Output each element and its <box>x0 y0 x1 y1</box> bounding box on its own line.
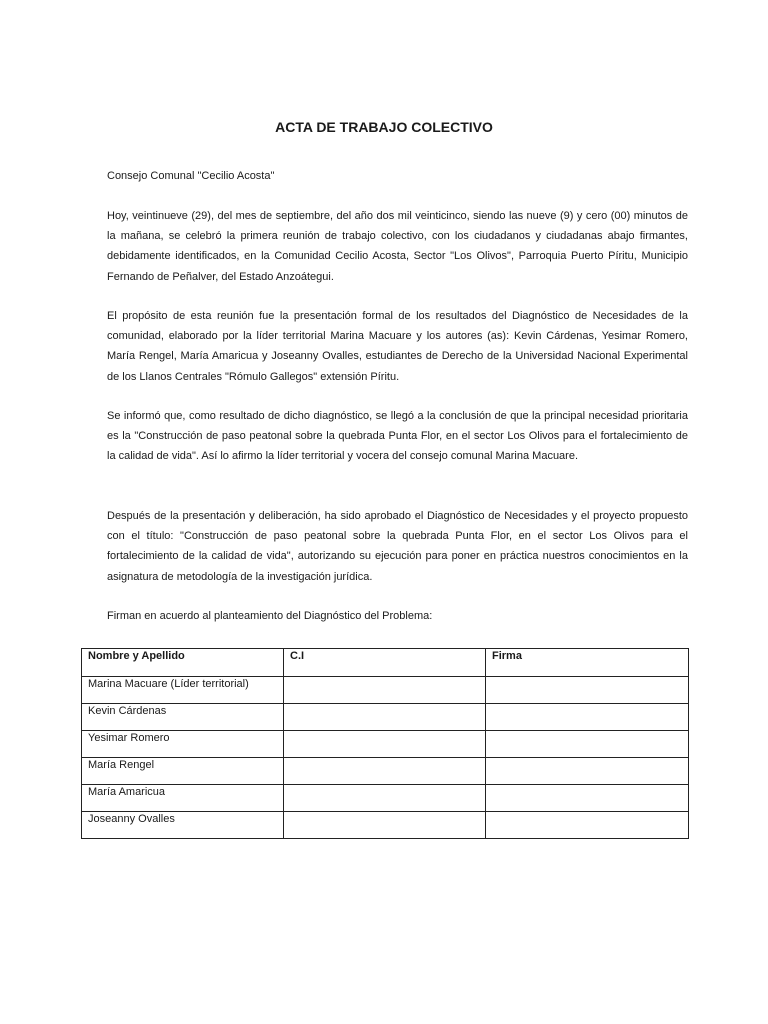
table-row <box>82 677 689 704</box>
cell-id <box>284 785 486 812</box>
cell-name: María Amaricua <box>82 785 284 812</box>
cell-signature <box>486 812 689 839</box>
cell-id <box>284 677 486 704</box>
cell-name: Kevin Cárdenas <box>82 704 284 731</box>
table-header-row <box>82 649 689 677</box>
cell-signature <box>486 731 689 758</box>
cell-signature <box>486 704 689 731</box>
table-row <box>82 812 689 839</box>
paragraph-meeting-details: Hoy, veintinueve (29), del mes de septiembre, del año dos mil veinticinco, siendo las nueve (9) y cero (00) minutos de la mañana, se celebró la primera reunión de trabajo colectivo, con los ciudadanos y ciudadanas abajo firmantes, debidamente identificados, en la Comunidad Cecilio Acosta, Sector "Los Olivos", Parroquia Puerto Píritu, Municipio Fernando de Peñalver, del Estado Anzoátegui. <box>107 210 688 283</box>
cell-signature <box>486 758 689 785</box>
cell-name: Joseanny Ovalles <box>82 812 284 839</box>
signatures-table <box>81 648 689 839</box>
table-row <box>82 704 689 731</box>
paragraph-conclusion: Se informó que, como resultado de dicho diagnóstico, se llegó a la conclusión de que la principal necesidad prioritaria es la "Construcción de paso peatonal sobre la quebrada Punta Flor, en el sector Los Olivos para el fortalecimiento de la calidad de vida". Así lo afirmo la líder territorial y vocera del consejo comunal Marina Macuare. <box>107 410 688 463</box>
cell-signature <box>486 677 689 704</box>
cell-id <box>284 812 486 839</box>
document-title: ACTA DE TRABAJO COLECTIVO <box>275 119 493 135</box>
header-id: C.I <box>284 649 486 677</box>
cell-id <box>284 758 486 785</box>
cell-name: Yesimar Romero <box>82 731 284 758</box>
cell-name: María Rengel <box>82 758 284 785</box>
signing-intro: Firman en acuerdo al planteamiento del Diagnóstico del Problema: <box>107 610 433 622</box>
table-row <box>82 731 689 758</box>
cell-id <box>284 704 486 731</box>
header-name: Nombre y Apellido <box>82 649 284 677</box>
cell-id <box>284 731 486 758</box>
paragraph-approval: Después de la presentación y deliberación, ha sido aprobado el Diagnóstico de Necesidades y el proyecto propuesto con el título: "Construcción de paso peatonal sobre la quebrada Punta Flor, en el sector Los Olivos para el fortalecimiento de la calidad de vida", autorizando su ejecución para poner en práctica nuestros conocimientos en la asignatura de metodología de la investigación jurídica. <box>107 510 688 583</box>
table-row <box>82 785 689 812</box>
table-row <box>82 758 689 785</box>
cell-signature <box>486 785 689 812</box>
header-signature: Firma <box>486 649 689 677</box>
council-name: Consejo Comunal "Cecilio Acosta" <box>107 170 275 182</box>
paragraph-purpose: El propósito de esta reunión fue la presentación formal de los resultados del Diagnóstico de Necesidades de la comunidad, elaborado por la líder territorial Marina Macuare y los autores (as): Kevin Cárdenas, Yesimar Romero, María Rengel, María Amaricua y Joseanny Ovalles, estudiantes de Derecho de la Universidad Nacional Experimental de los Llanos Centrales "Rómulo Gallegos" extensión Píritu. <box>107 310 688 383</box>
cell-name: Marina Macuare (Líder territorial) <box>82 677 284 704</box>
